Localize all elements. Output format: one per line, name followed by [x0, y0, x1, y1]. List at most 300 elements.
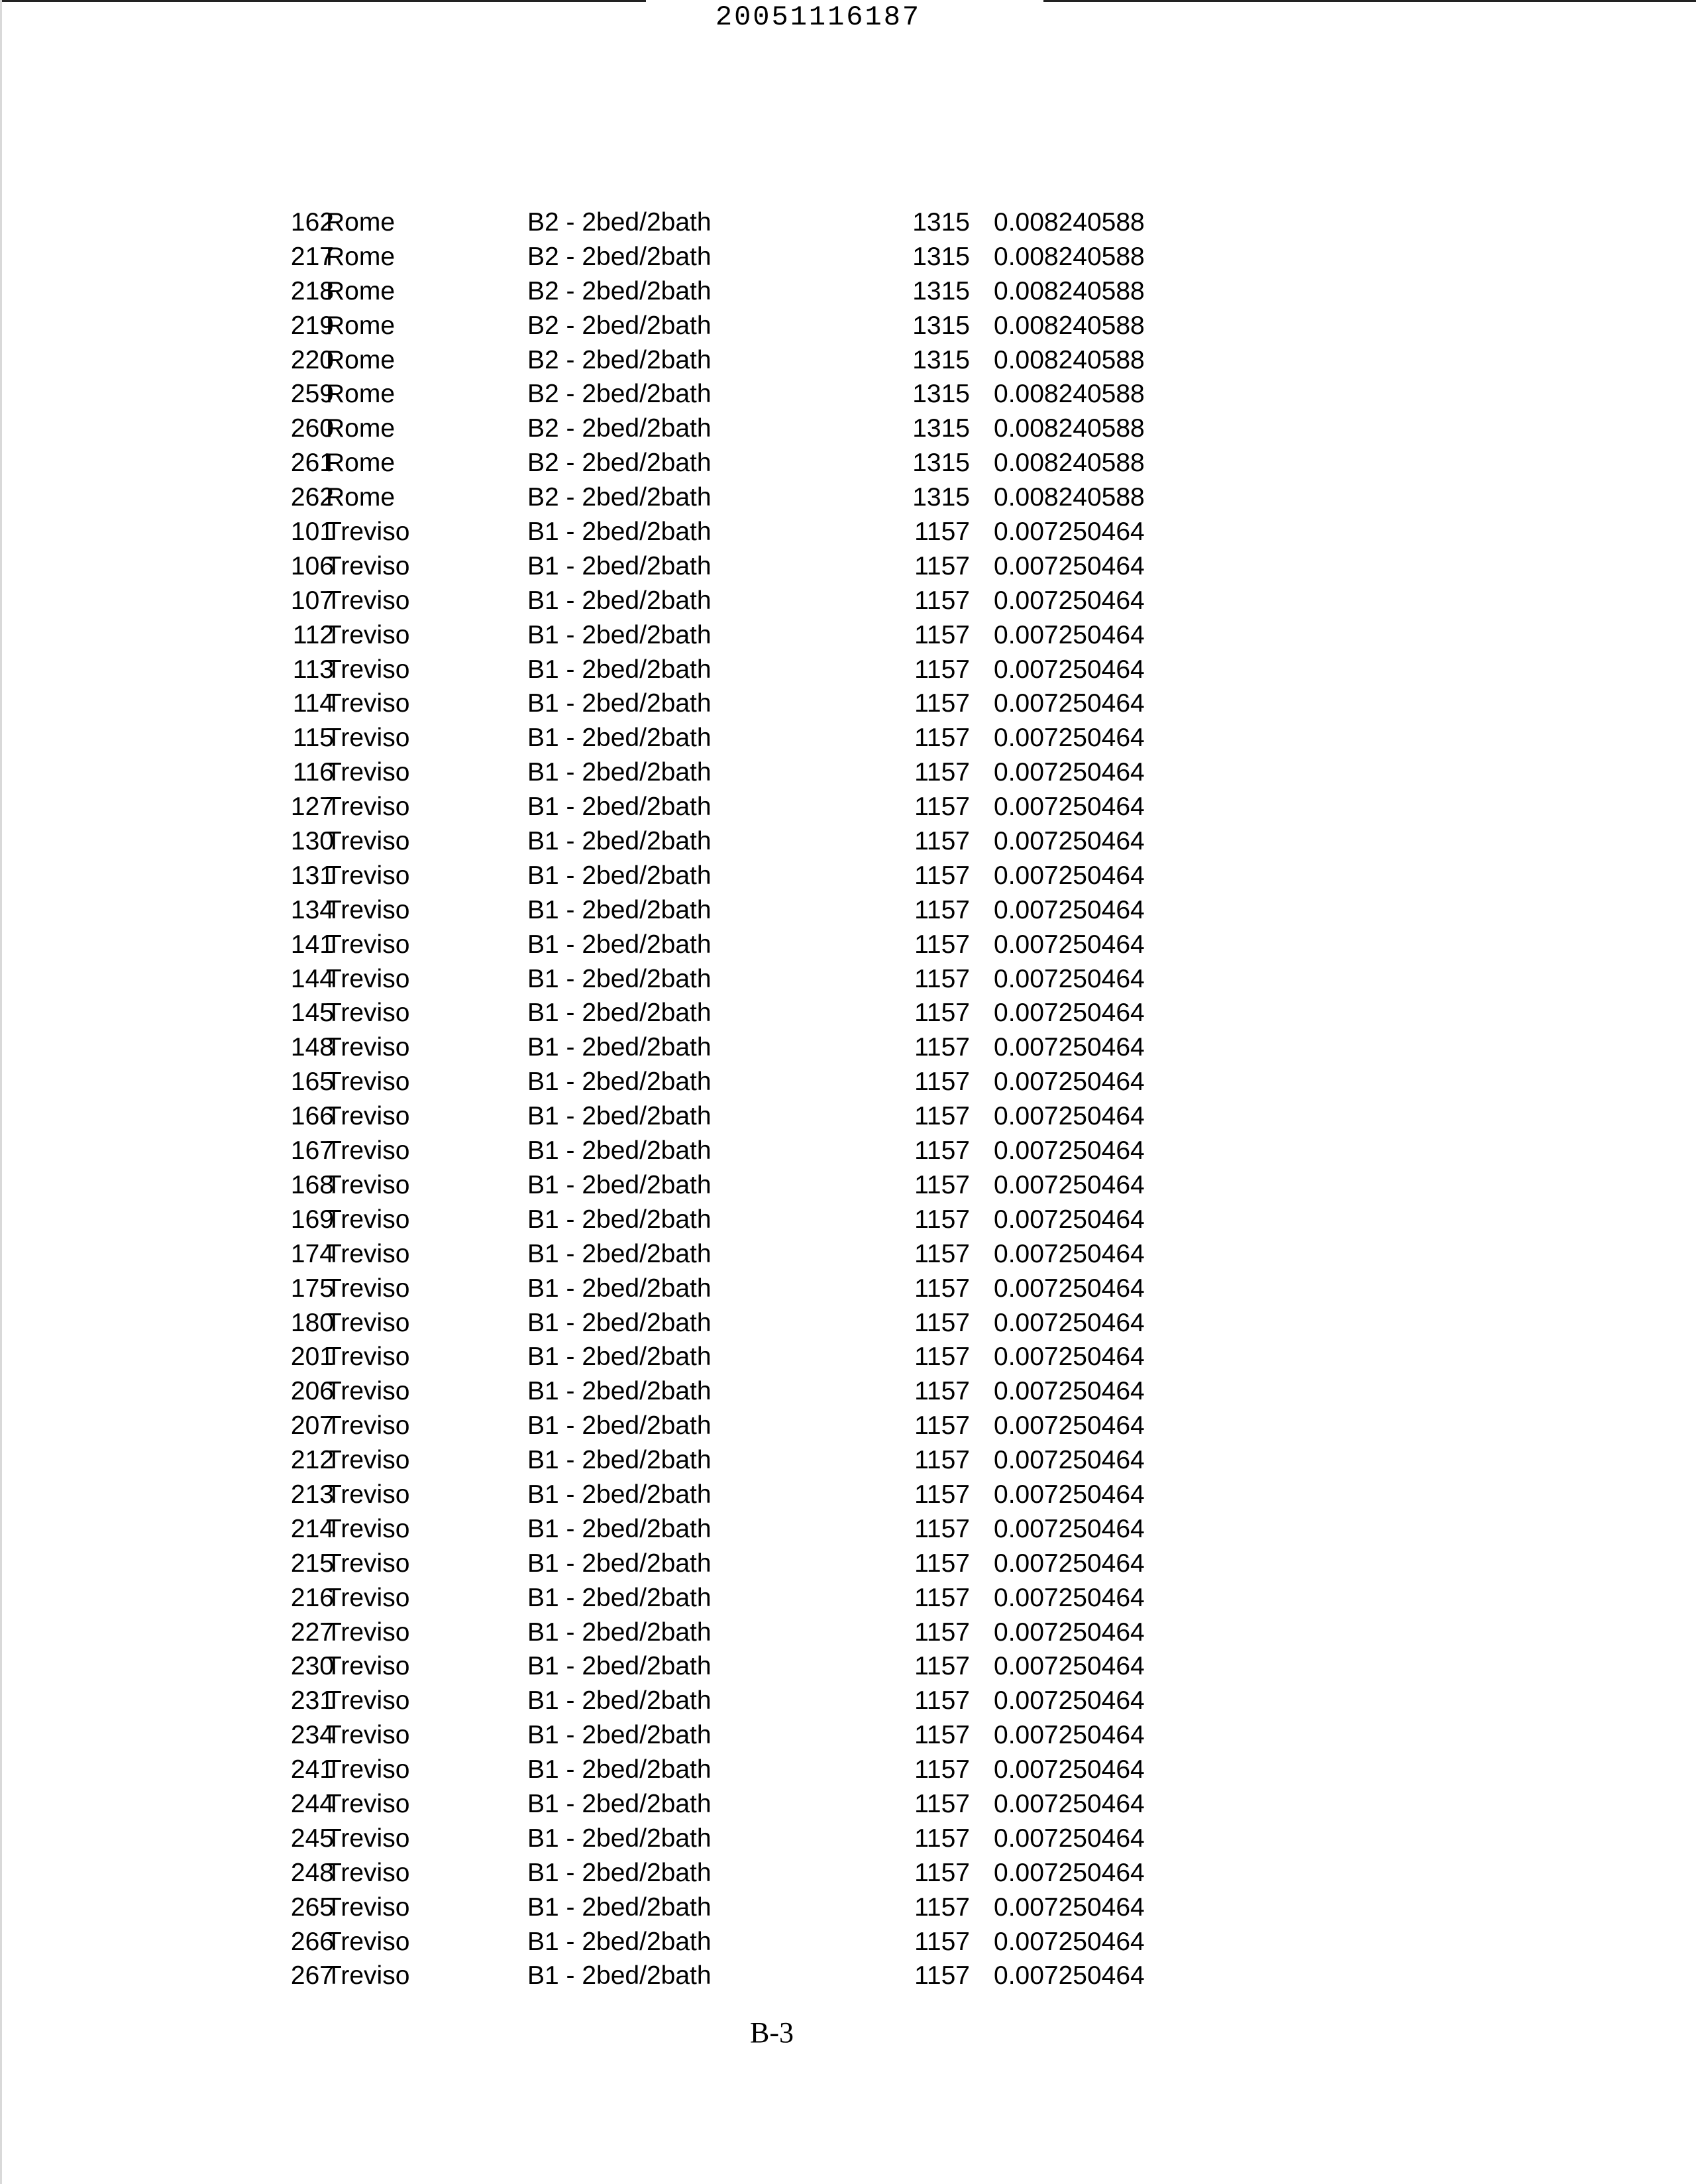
- ownership-ratio: 0.007250464: [994, 1755, 1145, 1784]
- unit-number: 144: [290, 964, 334, 993]
- building-name: Treviso: [326, 1755, 410, 1784]
- square-feet: 1157: [914, 1411, 970, 1441]
- building-name: Rome: [326, 449, 396, 478]
- table-row: [268, 1822, 1195, 1856]
- table-row: [268, 1890, 1195, 1925]
- square-feet: 1157: [914, 1721, 970, 1750]
- floorplan-type: B1 - 2bed/2bath: [527, 792, 712, 822]
- building-name: Treviso: [326, 861, 410, 890]
- table-row: [268, 309, 1195, 343]
- square-feet: 1157: [914, 792, 970, 822]
- square-feet: 1157: [914, 1549, 970, 1578]
- building-name: Treviso: [326, 1858, 410, 1887]
- table-row: [268, 1340, 1195, 1374]
- floorplan-type: B1 - 2bed/2bath: [527, 895, 712, 924]
- table-row: [268, 1237, 1195, 1272]
- unit-number: 174: [290, 1239, 334, 1268]
- ownership-ratio: 0.007250464: [994, 1239, 1145, 1268]
- unit-number: 114: [292, 689, 334, 718]
- floorplan-type: B1 - 2bed/2bath: [527, 655, 712, 684]
- table-row: [268, 1856, 1195, 1890]
- unit-number: 115: [292, 724, 334, 753]
- unit-number: 101: [290, 518, 334, 547]
- unit-number: 227: [290, 1617, 334, 1647]
- unit-number: 213: [290, 1480, 334, 1509]
- ownership-ratio: 0.007250464: [994, 1514, 1145, 1543]
- table-row: [268, 343, 1195, 378]
- square-feet: 1315: [912, 414, 970, 443]
- square-feet: 1157: [914, 1927, 970, 1956]
- square-feet: 1157: [914, 1617, 970, 1647]
- square-feet: 1157: [914, 1446, 970, 1475]
- unit-number: 231: [290, 1686, 334, 1716]
- table-row: [268, 1547, 1195, 1581]
- table-row: [268, 1306, 1195, 1340]
- building-name: Treviso: [326, 1342, 410, 1372]
- square-feet: 1157: [914, 1892, 970, 1922]
- table-row: [268, 240, 1195, 274]
- building-name: Treviso: [326, 1961, 410, 1991]
- square-feet: 1315: [912, 449, 970, 478]
- building-name: Treviso: [326, 1721, 410, 1750]
- building-name: Treviso: [326, 1480, 410, 1509]
- square-feet: 1157: [914, 620, 970, 649]
- unit-number: 162: [290, 208, 334, 237]
- square-feet: 1157: [914, 964, 970, 993]
- building-name: Treviso: [326, 1274, 410, 1303]
- ownership-ratio: 0.007250464: [994, 1342, 1145, 1372]
- square-feet: 1315: [912, 208, 970, 237]
- unit-number: 127: [290, 792, 334, 822]
- floorplan-type: B1 - 2bed/2bath: [527, 1652, 712, 1681]
- floorplan-type: B1 - 2bed/2bath: [527, 1102, 712, 1131]
- building-name: Treviso: [326, 827, 410, 856]
- table-row: [268, 1443, 1195, 1478]
- floorplan-type: B1 - 2bed/2bath: [527, 1342, 712, 1372]
- floorplan-type: B1 - 2bed/2bath: [527, 1824, 712, 1853]
- square-feet: 1157: [914, 1514, 970, 1543]
- unit-number: 212: [290, 1446, 334, 1475]
- unit-number: 216: [290, 1583, 334, 1612]
- square-feet: 1157: [914, 1067, 970, 1097]
- floorplan-type: B2 - 2bed/2bath: [527, 208, 712, 237]
- ownership-ratio: 0.007250464: [994, 1927, 1145, 1956]
- table-row: [268, 446, 1195, 480]
- ownership-ratio: 0.008240588: [994, 414, 1145, 443]
- square-feet: 1157: [914, 1824, 970, 1853]
- table-row: [268, 1203, 1195, 1237]
- building-name: Treviso: [326, 1205, 410, 1234]
- ownership-ratio: 0.007250464: [994, 1789, 1145, 1818]
- ownership-ratio: 0.007250464: [994, 1961, 1145, 1991]
- table-row: [268, 1959, 1195, 1993]
- building-name: Rome: [326, 311, 396, 340]
- square-feet: 1157: [914, 1239, 970, 1268]
- unit-number: 234: [290, 1721, 334, 1750]
- ownership-ratio: 0.007250464: [994, 1205, 1145, 1234]
- floorplan-type: B2 - 2bed/2bath: [527, 345, 712, 374]
- table-row: [268, 1615, 1195, 1650]
- floorplan-type: B1 - 2bed/2bath: [527, 1721, 712, 1750]
- ownership-ratio: 0.007250464: [994, 1583, 1145, 1612]
- ownership-ratio: 0.007250464: [994, 551, 1145, 580]
- unit-number: 112: [292, 620, 334, 649]
- ownership-ratio: 0.007250464: [994, 964, 1145, 993]
- square-feet: 1157: [914, 1961, 970, 1991]
- building-name: Treviso: [326, 999, 410, 1028]
- ownership-ratio: 0.007250464: [994, 1067, 1145, 1097]
- unit-number: 261: [290, 449, 334, 478]
- floorplan-type: B1 - 2bed/2bath: [527, 1927, 712, 1956]
- page-number: B-3: [750, 2016, 794, 2049]
- square-feet: 1315: [912, 276, 970, 305]
- square-feet: 1157: [914, 1858, 970, 1887]
- square-feet: 1157: [914, 1102, 970, 1131]
- floorplan-type: B1 - 2bed/2bath: [527, 1858, 712, 1887]
- unit-number: 259: [290, 380, 334, 409]
- table-row: [268, 790, 1195, 824]
- table-row: [268, 1753, 1195, 1787]
- ownership-ratio: 0.007250464: [994, 1274, 1145, 1303]
- floorplan-type: B1 - 2bed/2bath: [527, 1067, 712, 1097]
- table-row: [268, 1925, 1195, 1959]
- square-feet: 1157: [914, 1755, 970, 1784]
- table-row: [268, 1684, 1195, 1718]
- unit-number: 217: [290, 242, 334, 271]
- building-name: Treviso: [326, 620, 410, 649]
- square-feet: 1157: [914, 1789, 970, 1818]
- floorplan-type: B1 - 2bed/2bath: [527, 1789, 712, 1818]
- table-row: [268, 859, 1195, 893]
- floorplan-type: B1 - 2bed/2bath: [527, 827, 712, 856]
- floorplan-type: B1 - 2bed/2bath: [527, 551, 712, 580]
- table-row: [268, 205, 1195, 240]
- floorplan-type: B1 - 2bed/2bath: [527, 1514, 712, 1543]
- table-row: [268, 549, 1195, 584]
- unit-table: [268, 205, 1195, 1993]
- square-feet: 1315: [912, 380, 970, 409]
- building-name: Rome: [326, 345, 396, 374]
- ownership-ratio: 0.007250464: [994, 1308, 1145, 1337]
- unit-number: 230: [290, 1652, 334, 1681]
- floorplan-type: B1 - 2bed/2bath: [527, 1033, 712, 1062]
- ownership-ratio: 0.007250464: [994, 895, 1145, 924]
- floorplan-type: B1 - 2bed/2bath: [527, 518, 712, 547]
- unit-number: 267: [290, 1961, 334, 1991]
- document-number: 20051116187: [715, 1, 922, 33]
- unit-number: 116: [292, 758, 334, 787]
- building-name: Treviso: [326, 1514, 410, 1543]
- square-feet: 1315: [912, 311, 970, 340]
- building-name: Treviso: [326, 1411, 410, 1441]
- table-row: [268, 1718, 1195, 1753]
- building-name: Treviso: [326, 964, 410, 993]
- table-row: [268, 618, 1195, 653]
- building-name: Treviso: [326, 1377, 410, 1406]
- floorplan-type: B2 - 2bed/2bath: [527, 414, 712, 443]
- building-name: Treviso: [326, 758, 410, 787]
- ownership-ratio: 0.008240588: [994, 483, 1145, 512]
- building-name: Rome: [326, 414, 396, 443]
- floorplan-type: B1 - 2bed/2bath: [527, 758, 712, 787]
- unit-number: 166: [290, 1102, 334, 1131]
- unit-number: 130: [290, 827, 334, 856]
- unit-number: 206: [290, 1377, 334, 1406]
- building-name: Treviso: [326, 1102, 410, 1131]
- unit-number: 214: [290, 1514, 334, 1543]
- unit-number: 207: [290, 1411, 334, 1441]
- building-name: Treviso: [326, 1446, 410, 1475]
- floorplan-type: B1 - 2bed/2bath: [527, 1961, 712, 1991]
- unit-number: 134: [290, 895, 334, 924]
- floorplan-type: B2 - 2bed/2bath: [527, 242, 712, 271]
- table-row: [268, 996, 1195, 1030]
- building-name: Treviso: [326, 1617, 410, 1647]
- ownership-ratio: 0.007250464: [994, 1824, 1145, 1853]
- floorplan-type: B1 - 2bed/2bath: [527, 1274, 712, 1303]
- floorplan-type: B1 - 2bed/2bath: [527, 861, 712, 890]
- ownership-ratio: 0.007250464: [994, 1136, 1145, 1166]
- building-name: Treviso: [326, 724, 410, 753]
- square-feet: 1157: [914, 1308, 970, 1337]
- floorplan-type: B2 - 2bed/2bath: [527, 380, 712, 409]
- table-row: [268, 1581, 1195, 1615]
- square-feet: 1157: [914, 1686, 970, 1716]
- table-row: [268, 962, 1195, 997]
- ownership-ratio: 0.007250464: [994, 1480, 1145, 1509]
- building-name: Treviso: [326, 1170, 410, 1199]
- table-row: [268, 1649, 1195, 1684]
- floorplan-type: B1 - 2bed/2bath: [527, 586, 712, 615]
- table-row: [268, 686, 1195, 721]
- floorplan-type: B1 - 2bed/2bath: [527, 1549, 712, 1578]
- square-feet: 1157: [914, 930, 970, 959]
- floorplan-type: B2 - 2bed/2bath: [527, 449, 712, 478]
- building-name: Rome: [326, 380, 396, 409]
- square-feet: 1157: [914, 999, 970, 1028]
- square-feet: 1157: [914, 895, 970, 924]
- unit-number: 262: [290, 483, 334, 512]
- floorplan-type: B1 - 2bed/2bath: [527, 930, 712, 959]
- ownership-ratio: 0.008240588: [994, 380, 1145, 409]
- unit-number: 168: [290, 1170, 334, 1199]
- square-feet: 1315: [912, 345, 970, 374]
- building-name: Treviso: [326, 1686, 410, 1716]
- unit-number: 113: [292, 655, 334, 684]
- square-feet: 1157: [914, 1652, 970, 1681]
- table-row: [268, 1512, 1195, 1547]
- unit-number: 260: [290, 414, 334, 443]
- ownership-ratio: 0.007250464: [994, 861, 1145, 890]
- square-feet: 1157: [914, 1205, 970, 1234]
- building-name: Treviso: [326, 1927, 410, 1956]
- ownership-ratio: 0.007250464: [994, 689, 1145, 718]
- ownership-ratio: 0.007250464: [994, 518, 1145, 547]
- ownership-ratio: 0.007250464: [994, 586, 1145, 615]
- square-feet: 1315: [912, 483, 970, 512]
- ownership-ratio: 0.007250464: [994, 1377, 1145, 1406]
- square-feet: 1157: [914, 1583, 970, 1612]
- floorplan-type: B2 - 2bed/2bath: [527, 483, 712, 512]
- floorplan-type: B1 - 2bed/2bath: [527, 1136, 712, 1166]
- floorplan-type: B1 - 2bed/2bath: [527, 1583, 712, 1612]
- ownership-ratio: 0.007250464: [994, 930, 1145, 959]
- unit-number: 220: [290, 345, 334, 374]
- building-name: Rome: [326, 242, 396, 271]
- building-name: Treviso: [326, 1892, 410, 1922]
- table-row: [268, 1409, 1195, 1443]
- unit-number: 180: [290, 1308, 334, 1337]
- square-feet: 1157: [914, 1274, 970, 1303]
- ownership-ratio: 0.007250464: [994, 792, 1145, 822]
- table-row: [268, 1030, 1195, 1065]
- table-row: [268, 480, 1195, 515]
- table-row: [268, 515, 1195, 549]
- building-name: Treviso: [326, 1652, 410, 1681]
- unit-number: 241: [290, 1755, 334, 1784]
- ownership-ratio: 0.007250464: [994, 1411, 1145, 1441]
- unit-number: 169: [290, 1205, 334, 1234]
- square-feet: 1157: [914, 861, 970, 890]
- table-row: [268, 1478, 1195, 1512]
- ownership-ratio: 0.007250464: [994, 827, 1145, 856]
- left-scan-edge: [0, 0, 2, 2184]
- table-row: [268, 1787, 1195, 1822]
- building-name: Treviso: [326, 1824, 410, 1853]
- unit-number: 165: [290, 1067, 334, 1097]
- ownership-ratio: 0.007250464: [994, 1892, 1145, 1922]
- building-name: Rome: [326, 483, 396, 512]
- building-name: Treviso: [326, 518, 410, 547]
- floorplan-type: B1 - 2bed/2bath: [527, 1308, 712, 1337]
- unit-number: 218: [290, 276, 334, 305]
- floorplan-type: B1 - 2bed/2bath: [527, 1170, 712, 1199]
- building-name: Treviso: [326, 586, 410, 615]
- square-feet: 1157: [914, 586, 970, 615]
- building-name: Treviso: [326, 1308, 410, 1337]
- table-row: [268, 721, 1195, 755]
- building-name: Treviso: [326, 1067, 410, 1097]
- floorplan-type: B1 - 2bed/2bath: [527, 724, 712, 753]
- unit-number: 107: [290, 586, 334, 615]
- unit-number: 248: [290, 1858, 334, 1887]
- table-row: [268, 377, 1195, 411]
- square-feet: 1157: [914, 1170, 970, 1199]
- building-name: Treviso: [326, 792, 410, 822]
- building-name: Treviso: [326, 1549, 410, 1578]
- floorplan-type: B1 - 2bed/2bath: [527, 999, 712, 1028]
- square-feet: 1157: [914, 827, 970, 856]
- building-name: Treviso: [326, 655, 410, 684]
- table-row: [268, 893, 1195, 928]
- floorplan-type: B1 - 2bed/2bath: [527, 1892, 712, 1922]
- building-name: Treviso: [326, 930, 410, 959]
- square-feet: 1157: [914, 1480, 970, 1509]
- square-feet: 1157: [914, 551, 970, 580]
- building-name: Treviso: [326, 551, 410, 580]
- ownership-ratio: 0.008240588: [994, 311, 1145, 340]
- table-row: [268, 1134, 1195, 1168]
- ownership-ratio: 0.007250464: [994, 1549, 1145, 1578]
- floorplan-type: B1 - 2bed/2bath: [527, 964, 712, 993]
- square-feet: 1315: [912, 242, 970, 271]
- ownership-ratio: 0.007250464: [994, 1652, 1145, 1681]
- floorplan-type: B2 - 2bed/2bath: [527, 311, 712, 340]
- unit-number: 175: [290, 1274, 334, 1303]
- square-feet: 1157: [914, 724, 970, 753]
- unit-number: 106: [290, 551, 334, 580]
- ownership-ratio: 0.007250464: [994, 1617, 1145, 1647]
- floorplan-type: B1 - 2bed/2bath: [527, 1617, 712, 1647]
- ownership-ratio: 0.007250464: [994, 620, 1145, 649]
- unit-number: 167: [290, 1136, 334, 1166]
- square-feet: 1157: [914, 1136, 970, 1166]
- building-name: Treviso: [326, 1583, 410, 1612]
- floorplan-type: B1 - 2bed/2bath: [527, 1446, 712, 1475]
- unit-number: 148: [290, 1033, 334, 1062]
- building-name: Treviso: [326, 895, 410, 924]
- table-row: [268, 1065, 1195, 1099]
- table-row: [268, 274, 1195, 309]
- unit-number: 141: [290, 930, 334, 959]
- unit-number: 201: [290, 1342, 334, 1372]
- unit-number: 219: [290, 311, 334, 340]
- table-row: [268, 584, 1195, 618]
- unit-number: 244: [290, 1789, 334, 1818]
- square-feet: 1157: [914, 758, 970, 787]
- building-name: Rome: [326, 208, 396, 237]
- ownership-ratio: 0.008240588: [994, 276, 1145, 305]
- ownership-ratio: 0.007250464: [994, 1102, 1145, 1131]
- table-row: [268, 653, 1195, 687]
- ownership-ratio: 0.007250464: [994, 758, 1145, 787]
- ownership-ratio: 0.007250464: [994, 1170, 1145, 1199]
- table-row: [268, 824, 1195, 859]
- square-feet: 1157: [914, 655, 970, 684]
- ownership-ratio: 0.007250464: [994, 1033, 1145, 1062]
- square-feet: 1157: [914, 518, 970, 547]
- ownership-ratio: 0.007250464: [994, 724, 1145, 753]
- floorplan-type: B1 - 2bed/2bath: [527, 1205, 712, 1234]
- square-feet: 1157: [914, 689, 970, 718]
- ownership-ratio: 0.007250464: [994, 1858, 1145, 1887]
- unit-number: 265: [290, 1892, 334, 1922]
- unit-number: 266: [290, 1927, 334, 1956]
- building-name: Treviso: [326, 689, 410, 718]
- table-row: [268, 1099, 1195, 1134]
- building-name: Rome: [326, 276, 396, 305]
- table-row: [268, 411, 1195, 446]
- floorplan-type: B1 - 2bed/2bath: [527, 1755, 712, 1784]
- building-name: Treviso: [326, 1789, 410, 1818]
- table-row: [268, 1272, 1195, 1306]
- floorplan-type: B1 - 2bed/2bath: [527, 1239, 712, 1268]
- ownership-ratio: 0.008240588: [994, 208, 1145, 237]
- floorplan-type: B1 - 2bed/2bath: [527, 1411, 712, 1441]
- square-feet: 1157: [914, 1342, 970, 1372]
- ownership-ratio: 0.008240588: [994, 449, 1145, 478]
- floorplan-type: B1 - 2bed/2bath: [527, 1377, 712, 1406]
- table-row: [268, 928, 1195, 962]
- building-name: Treviso: [326, 1239, 410, 1268]
- unit-number: 215: [290, 1549, 334, 1578]
- unit-number: 245: [290, 1824, 334, 1853]
- ownership-ratio: 0.007250464: [994, 655, 1145, 684]
- ownership-ratio: 0.008240588: [994, 345, 1145, 374]
- ownership-ratio: 0.007250464: [994, 1446, 1145, 1475]
- floorplan-type: B1 - 2bed/2bath: [527, 689, 712, 718]
- ownership-ratio: 0.007250464: [994, 999, 1145, 1028]
